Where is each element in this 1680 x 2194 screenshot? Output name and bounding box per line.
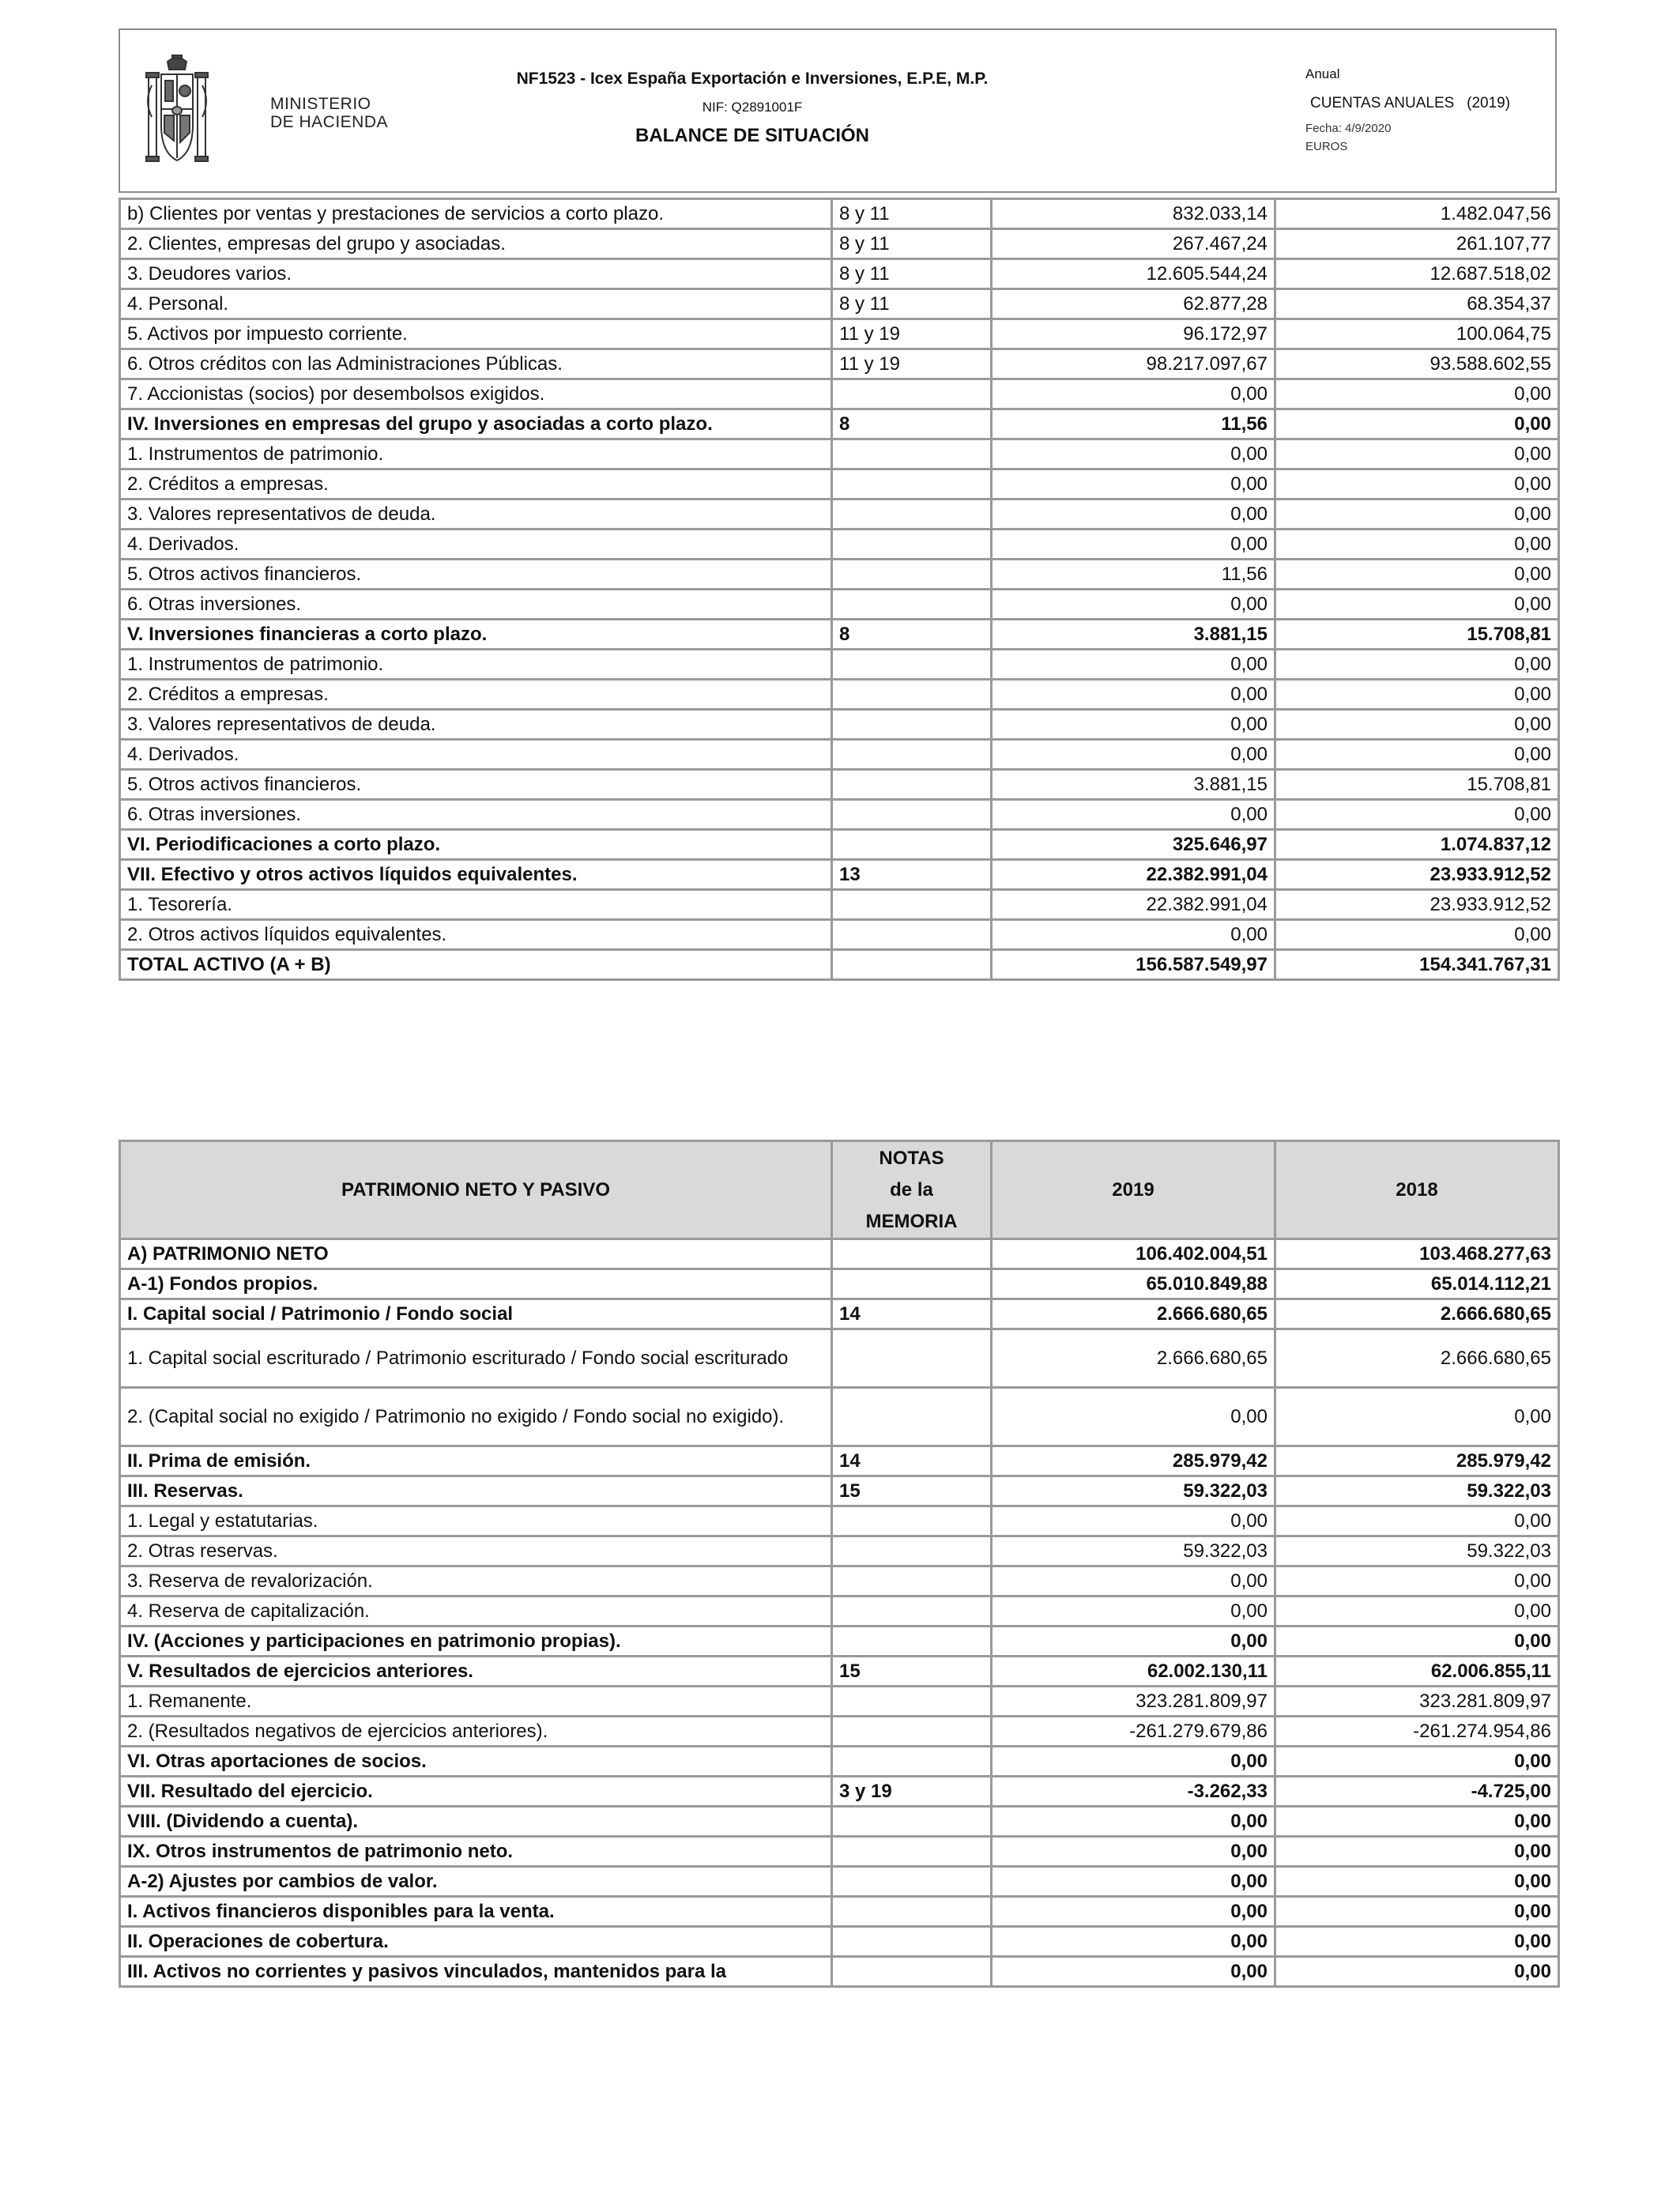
row-note	[832, 1269, 992, 1299]
row-value-2019: 0,00	[992, 1747, 1275, 1777]
nif-text: NIF: Q2891001F	[702, 100, 803, 115]
row-note	[832, 1627, 992, 1657]
coat-of-arms-icon	[144, 54, 210, 172]
row-value-2018: 62.006.855,11	[1275, 1657, 1559, 1687]
row-value-2018: 0,00	[1275, 1627, 1559, 1657]
row-value-2018: 93.588.602,55	[1275, 349, 1559, 379]
row-value-2019: 0,00	[992, 650, 1275, 680]
document-title: BALANCE DE SITUACIÓN	[635, 125, 869, 146]
table-row	[120, 1657, 1559, 1687]
row-note: 8	[832, 409, 992, 439]
row-label: 5. Otros activos financieros.	[120, 560, 832, 590]
row-label: III. Activos no corrientes y pasivos vinculados, mantenidos para la	[120, 1957, 832, 1987]
row-value-2019: 0,00	[992, 1506, 1275, 1536]
row-note	[832, 1897, 992, 1927]
table-row	[120, 379, 1559, 409]
row-value-2018: 0,00	[1275, 1506, 1559, 1536]
row-value-2018: 154.341.767,31	[1275, 950, 1559, 980]
table-row	[120, 920, 1559, 950]
row-value-2019: 62.877,28	[992, 289, 1275, 319]
table-row	[120, 1807, 1559, 1837]
row-value-2018: 0,00	[1275, 710, 1559, 740]
row-value-2019: 11,56	[992, 560, 1275, 590]
row-value-2018: -4.725,00	[1275, 1777, 1559, 1807]
table-row	[120, 349, 1559, 379]
row-label: 3. Deudores varios.	[120, 259, 832, 289]
row-label: VII. Efectivo y otros activos líquidos equivalentes.	[120, 860, 832, 890]
row-note: 11 y 19	[832, 349, 992, 379]
row-value-2019: 0,00	[992, 1627, 1275, 1657]
row-value-2018: 2.666.680,65	[1275, 1329, 1559, 1388]
row-label: IV. (Acciones y participaciones en patrimonio propias).	[120, 1627, 832, 1657]
row-value-2018: 323.281.809,97	[1275, 1687, 1559, 1717]
row-note	[832, 1807, 992, 1837]
row-value-2018: 15.708,81	[1275, 620, 1559, 650]
table-row	[120, 1627, 1559, 1657]
row-label: 6. Otras inversiones.	[120, 800, 832, 830]
row-value-2019: 0,00	[992, 469, 1275, 499]
row-note	[832, 710, 992, 740]
row-note	[832, 1239, 992, 1269]
row-value-2019: 0,00	[992, 1957, 1275, 1987]
row-note: 14	[832, 1446, 992, 1476]
row-label: VIII. (Dividendo a cuenta).	[120, 1807, 832, 1837]
row-note: 13	[832, 860, 992, 890]
row-value-2019: 106.402.004,51	[992, 1239, 1275, 1269]
row-value-2018: 261.107,77	[1275, 229, 1559, 259]
date-label: Fecha: 4/9/2020	[1305, 122, 1392, 135]
row-label: 1. Capital social escriturado / Patrimonio escriturado / Fondo social escriturado	[120, 1329, 832, 1388]
row-value-2019: 0,00	[992, 1388, 1275, 1446]
row-value-2018: 1.074.837,12	[1275, 830, 1559, 860]
table-row	[120, 1536, 1559, 1566]
row-note: 8 y 11	[832, 229, 992, 259]
table-row	[120, 439, 1559, 469]
row-note	[832, 1747, 992, 1777]
row-label: 6. Otras inversiones.	[120, 590, 832, 620]
table-row	[120, 950, 1559, 980]
row-value-2018: 285.979,42	[1275, 1446, 1559, 1476]
row-value-2018: 59.322,03	[1275, 1476, 1559, 1506]
row-value-2018: 0,00	[1275, 560, 1559, 590]
row-value-2019: 59.322,03	[992, 1536, 1275, 1566]
row-value-2019: 0,00	[992, 1897, 1275, 1927]
row-value-2018: 0,00	[1275, 439, 1559, 469]
equity-liabilities-table-body	[120, 1239, 1559, 1987]
row-value-2018: 0,00	[1275, 800, 1559, 830]
row-value-2018: 0,00	[1275, 650, 1559, 680]
row-note	[832, 770, 992, 800]
row-value-2019: 2.666.680,65	[992, 1299, 1275, 1329]
row-value-2019: 323.281.809,97	[992, 1687, 1275, 1717]
row-value-2019: 3.881,15	[992, 770, 1275, 800]
row-label: 5. Activos por impuesto corriente.	[120, 319, 832, 349]
table-row	[120, 890, 1559, 920]
row-label: 3. Valores representativos de deuda.	[120, 499, 832, 530]
equity-liabilities-header	[120, 1141, 1559, 1239]
row-value-2019: 59.322,03	[992, 1476, 1275, 1506]
table-row	[120, 1927, 1559, 1957]
row-value-2019: 2.666.680,65	[992, 1329, 1275, 1388]
row-value-2018: 0,00	[1275, 920, 1559, 950]
assets-table-body	[120, 199, 1559, 980]
row-value-2019: 0,00	[992, 1596, 1275, 1627]
table-row	[120, 1777, 1559, 1807]
row-value-2019: 98.217.097,67	[992, 349, 1275, 379]
table-row	[120, 770, 1559, 800]
row-value-2018: 0,00	[1275, 1566, 1559, 1596]
table-row	[120, 499, 1559, 530]
row-note	[832, 920, 992, 950]
table-row	[120, 199, 1559, 229]
row-label: I. Capital social / Patrimonio / Fondo social	[120, 1299, 832, 1329]
row-note: 15	[832, 1476, 992, 1506]
header-year-2018: 2018	[1275, 1141, 1559, 1239]
row-value-2018: 59.322,03	[1275, 1536, 1559, 1566]
row-label: II. Prima de emisión.	[120, 1446, 832, 1476]
report-title-block	[476, 70, 1029, 147]
row-label: 2. Otros activos líquidos equivalentes.	[120, 920, 832, 950]
row-value-2019: 0,00	[992, 1867, 1275, 1897]
equity-liabilities-table	[119, 1140, 1560, 1988]
table-row	[120, 1446, 1559, 1476]
table-row	[120, 740, 1559, 770]
table-row	[120, 560, 1559, 590]
table-row	[120, 650, 1559, 680]
row-label: A-2) Ajustes por cambios de valor.	[120, 1867, 832, 1897]
row-value-2018: 0,00	[1275, 499, 1559, 530]
row-note	[832, 680, 992, 710]
row-label: VII. Resultado del ejercicio.	[120, 1777, 832, 1807]
row-value-2018: 100.064,75	[1275, 319, 1559, 349]
header-notes-line2: de la	[890, 1178, 933, 1201]
row-value-2018: 0,00	[1275, 680, 1559, 710]
row-label: 2. Clientes, empresas del grupo y asociadas.	[120, 229, 832, 259]
row-value-2018: 12.687.518,02	[1275, 259, 1559, 289]
row-note: 8 y 11	[832, 289, 992, 319]
ministry-line1: MINISTERIO	[270, 95, 371, 113]
row-label: 2. Créditos a empresas.	[120, 680, 832, 710]
table-row	[120, 1897, 1559, 1927]
row-label: 1. Instrumentos de patrimonio.	[120, 439, 832, 469]
row-value-2019: 65.010.849,88	[992, 1269, 1275, 1299]
entity-title: NF1523 - Icex España Exportación e Inversiones, E.P.E, M.P.	[516, 70, 989, 88]
table-row	[120, 1329, 1559, 1388]
row-value-2019: 0,00	[992, 920, 1275, 950]
row-value-2019: 22.382.991,04	[992, 890, 1275, 920]
table-row	[120, 1506, 1559, 1536]
table-row	[120, 409, 1559, 439]
row-note	[832, 530, 992, 560]
row-note	[832, 1687, 992, 1717]
row-note	[832, 1388, 992, 1446]
row-label: II. Operaciones de cobertura.	[120, 1927, 832, 1957]
table-row	[120, 530, 1559, 560]
table-row	[120, 800, 1559, 830]
row-note: 8	[832, 620, 992, 650]
table-row	[120, 1269, 1559, 1299]
table-row	[120, 1687, 1559, 1717]
row-note: 8 y 11	[832, 199, 992, 229]
row-value-2018: 68.354,37	[1275, 289, 1559, 319]
row-label: A-1) Fondos propios.	[120, 1269, 832, 1299]
table-row	[120, 680, 1559, 710]
table-row	[120, 1566, 1559, 1596]
row-note	[832, 560, 992, 590]
row-label: 1. Remanente.	[120, 1687, 832, 1717]
row-note	[832, 1927, 992, 1957]
row-label: 4. Derivados.	[120, 740, 832, 770]
row-label: 2. (Resultados negativos de ejercicios anteriores).	[120, 1717, 832, 1747]
row-label: V. Inversiones financieras a corto plazo.	[120, 620, 832, 650]
document-header	[119, 28, 1557, 193]
assets-table	[119, 198, 1560, 981]
row-value-2019: 62.002.130,11	[992, 1657, 1275, 1687]
row-note: 11 y 19	[832, 319, 992, 349]
row-note	[832, 379, 992, 409]
row-label: 3. Reserva de revalorización.	[120, 1566, 832, 1596]
row-value-2018: 15.708,81	[1275, 770, 1559, 800]
row-note	[832, 950, 992, 980]
row-label: I. Activos financieros disponibles para la venta.	[120, 1897, 832, 1927]
row-value-2018: 0,00	[1275, 740, 1559, 770]
row-value-2019: 0,00	[992, 1807, 1275, 1837]
row-value-2019: 267.467,24	[992, 229, 1275, 259]
row-label: 7. Accionistas (socios) por desembolsos exigidos.	[120, 379, 832, 409]
row-value-2019: 832.033,14	[992, 199, 1275, 229]
row-label: b) Clientes por ventas y prestaciones de servicios a corto plazo.	[120, 199, 832, 229]
row-value-2019: 0,00	[992, 1566, 1275, 1596]
table-row	[120, 710, 1559, 740]
row-value-2019: 96.172,97	[992, 319, 1275, 349]
row-value-2019: 0,00	[992, 590, 1275, 620]
row-value-2019: 285.979,42	[992, 1446, 1275, 1476]
table-row	[120, 259, 1559, 289]
row-note: 8 y 11	[832, 259, 992, 289]
row-note	[832, 469, 992, 499]
row-note	[832, 1837, 992, 1867]
row-value-2018: 0,00	[1275, 1596, 1559, 1627]
row-value-2018: 0,00	[1275, 469, 1559, 499]
row-label: 4. Reserva de capitalización.	[120, 1596, 832, 1627]
table-row	[120, 319, 1559, 349]
ministry-line2: DE HACIENDA	[270, 113, 389, 131]
row-note	[832, 890, 992, 920]
row-note	[832, 1506, 992, 1536]
row-value-2019: 0,00	[992, 530, 1275, 560]
row-value-2019: 0,00	[992, 740, 1275, 770]
table-row	[120, 1867, 1559, 1897]
row-value-2018: 0,00	[1275, 1927, 1559, 1957]
row-note	[832, 740, 992, 770]
row-label: 1. Tesorería.	[120, 890, 832, 920]
row-value-2018: 0,00	[1275, 1747, 1559, 1777]
row-note	[832, 499, 992, 530]
row-label: IV. Inversiones en empresas del grupo y asociadas a corto plazo.	[120, 409, 832, 439]
row-note	[832, 1596, 992, 1627]
row-label: VI. Periodificaciones a corto plazo.	[120, 830, 832, 860]
row-value-2018: 0,00	[1275, 409, 1559, 439]
table-row	[120, 1717, 1559, 1747]
row-value-2019: 325.646,97	[992, 830, 1275, 860]
row-label: III. Reservas.	[120, 1476, 832, 1506]
row-label: V. Resultados de ejercicios anteriores.	[120, 1657, 832, 1687]
row-note	[832, 1717, 992, 1747]
table-row	[120, 860, 1559, 890]
table-row	[120, 1299, 1559, 1329]
table-row	[120, 1388, 1559, 1446]
row-value-2019: 0,00	[992, 1837, 1275, 1867]
row-value-2018: 2.666.680,65	[1275, 1299, 1559, 1329]
table-row	[120, 289, 1559, 319]
row-value-2018: 0,00	[1275, 1388, 1559, 1446]
row-value-2018: -261.274.954,86	[1275, 1717, 1559, 1747]
row-value-2018: 0,00	[1275, 1957, 1559, 1987]
row-label: 1. Instrumentos de patrimonio.	[120, 650, 832, 680]
row-label: TOTAL ACTIVO (A + B)	[120, 950, 832, 980]
row-note	[832, 650, 992, 680]
row-value-2019: 12.605.544,24	[992, 259, 1275, 289]
table-row	[120, 1239, 1559, 1269]
row-value-2018: 0,00	[1275, 1897, 1559, 1927]
row-label: IX. Otros instrumentos de patrimonio neto.	[120, 1837, 832, 1867]
row-note	[832, 1566, 992, 1596]
table-row	[120, 830, 1559, 860]
header-notes	[832, 1141, 992, 1239]
row-note	[832, 830, 992, 860]
row-note: 14	[832, 1299, 992, 1329]
row-note	[832, 800, 992, 830]
row-note: 15	[832, 1657, 992, 1687]
row-note	[832, 1329, 992, 1388]
row-label: 4. Personal.	[120, 289, 832, 319]
row-value-2018: 23.933.912,52	[1275, 860, 1559, 890]
row-value-2019: 0,00	[992, 800, 1275, 830]
table-row	[120, 469, 1559, 499]
table-row	[120, 1747, 1559, 1777]
row-value-2018: 23.933.912,52	[1275, 890, 1559, 920]
row-note: 3 y 19	[832, 1777, 992, 1807]
table-row	[120, 229, 1559, 259]
row-label: 1. Legal y estatutarias.	[120, 1506, 832, 1536]
table-row	[120, 1596, 1559, 1627]
row-label: 2. Otras reservas.	[120, 1536, 832, 1566]
row-value-2019: 22.382.991,04	[992, 860, 1275, 890]
row-value-2019: 0,00	[992, 499, 1275, 530]
row-value-2018: 0,00	[1275, 1867, 1559, 1897]
row-label: A) PATRIMONIO NETO	[120, 1239, 832, 1269]
table-row	[120, 1837, 1559, 1867]
row-value-2019: 156.587.549,97	[992, 950, 1275, 980]
row-value-2018: 0,00	[1275, 1807, 1559, 1837]
table-row	[120, 1476, 1559, 1506]
header-notes-line1: NOTAS	[879, 1147, 944, 1169]
row-label: VI. Otras aportaciones de socios.	[120, 1747, 832, 1777]
currency-label: EUROS	[1305, 140, 1348, 153]
row-note	[832, 1536, 992, 1566]
table-row	[120, 620, 1559, 650]
row-value-2018: 65.014.112,21	[1275, 1269, 1559, 1299]
row-label: 6. Otros créditos con las Administraciones Públicas.	[120, 349, 832, 379]
row-value-2019: 0,00	[992, 1927, 1275, 1957]
row-value-2019: 11,56	[992, 409, 1275, 439]
row-value-2018: 0,00	[1275, 530, 1559, 560]
row-note	[832, 1957, 992, 1987]
row-value-2019: 0,00	[992, 710, 1275, 740]
row-value-2019: 0,00	[992, 379, 1275, 409]
table-row	[120, 1957, 1559, 1987]
header-notes-line3: MEMORIA	[865, 1210, 958, 1232]
report-info	[1305, 66, 1510, 153]
header-concept: PATRIMONIO NETO Y PASIVO	[120, 1141, 832, 1239]
row-value-2019: -261.279.679,86	[992, 1717, 1275, 1747]
row-label: 3. Valores representativos de deuda.	[120, 710, 832, 740]
row-note	[832, 590, 992, 620]
accounts-label: CUENTAS ANUALES (2019)	[1310, 95, 1511, 111]
row-value-2019: 0,00	[992, 680, 1275, 710]
row-label: 4. Derivados.	[120, 530, 832, 560]
row-value-2018: 0,00	[1275, 590, 1559, 620]
row-label: 5. Otros activos financieros.	[120, 770, 832, 800]
row-value-2019: 0,00	[992, 439, 1275, 469]
period-label: Anual	[1305, 66, 1340, 81]
row-label: 2. (Capital social no exigido / Patrimonio no exigido / Fondo social no exigido).	[120, 1388, 832, 1446]
row-note	[832, 439, 992, 469]
header-year-2019: 2019	[992, 1141, 1275, 1239]
row-value-2018: 103.468.277,63	[1275, 1239, 1559, 1269]
row-value-2019: 3.881,15	[992, 620, 1275, 650]
row-note	[832, 1867, 992, 1897]
row-value-2019: -3.262,33	[992, 1777, 1275, 1807]
table-row	[120, 590, 1559, 620]
ministry-name	[270, 95, 388, 131]
row-value-2018: 1.482.047,56	[1275, 199, 1559, 229]
row-value-2018: 0,00	[1275, 1837, 1559, 1867]
row-label: 2. Créditos a empresas.	[120, 469, 832, 499]
row-value-2018: 0,00	[1275, 379, 1559, 409]
